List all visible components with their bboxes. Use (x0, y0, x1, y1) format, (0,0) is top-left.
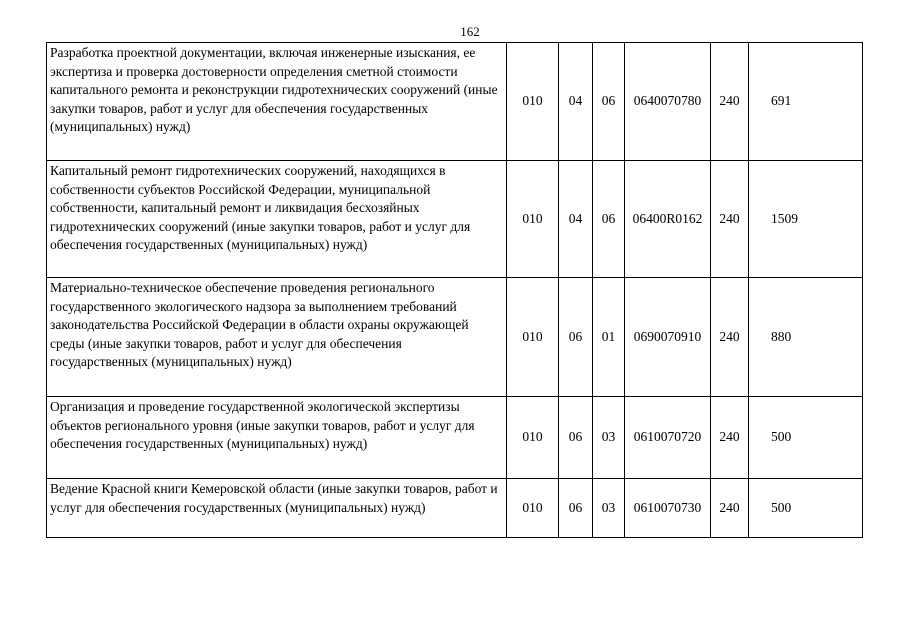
target-article-code: 06400R0162 (625, 161, 711, 278)
table-row (47, 397, 863, 479)
expense-type-code: 240 (711, 43, 749, 161)
section-code: 06 (559, 278, 593, 397)
ministry-code: 010 (507, 397, 559, 479)
row-description: Ведение Красной книги Кемеровской области (иные закупки товаров, работ и услуг для обеспечения государственных (муниципальных) нужд) (47, 479, 507, 538)
ministry-code: 010 (507, 278, 559, 397)
subsection-code: 03 (593, 397, 625, 479)
amount-value: 880 (749, 278, 863, 397)
table-row (47, 278, 863, 397)
row-description: Капитальный ремонт гидротехнических сооружений, находящихся в собственности субъектов Российской Федерации, муниципальной собственности, капитальный ремонт и ликвидация бесхозяйных гидротехнических сооружений (иные закупки товаров, работ и услуг для обеспечения государственных (муниципальных) нужд) (47, 161, 507, 278)
subsection-code: 06 (593, 43, 625, 161)
amount-value: 691 (749, 43, 863, 161)
row-description: Разработка проектной документации, включая инженерные изыскания, ее экспертиза и проверка достоверности определения сметной стоимости капитального ремонта и реконструкции гидротехнических сооружений (иные закупки товаров, работ и услуг для обеспечения государственных (муниципальных) нужд) (47, 43, 507, 161)
expense-type-code: 240 (711, 397, 749, 479)
subsection-code: 06 (593, 161, 625, 278)
table-row (47, 161, 863, 278)
row-description: Организация и проведение государственной экологической экспертизы объектов регионального уровня (иные закупки товаров, работ и услуг для обеспечения государственных (муниципальных) нужд) (47, 397, 507, 479)
expense-type-code: 240 (711, 278, 749, 397)
amount-value: 500 (749, 397, 863, 479)
target-article-code: 0610070730 (625, 479, 711, 538)
target-article-code: 0610070720 (625, 397, 711, 479)
section-code: 06 (559, 479, 593, 538)
row-description: Материально-техническое обеспечение проведения регионального государственного экологического надзора за выполнением требований законодательства Российской Федерации в области охраны окружающей среды (иные закупки товаров, работ и услуг для обеспечения государственных (муниципальных) нужд) (47, 278, 507, 397)
budget-table (46, 42, 863, 538)
amount-value: 500 (749, 479, 863, 538)
section-code: 04 (559, 43, 593, 161)
target-article-code: 0690070910 (625, 278, 711, 397)
ministry-code: 010 (507, 43, 559, 161)
ministry-code: 010 (507, 161, 559, 278)
subsection-code: 01 (593, 278, 625, 397)
ministry-code: 010 (507, 479, 559, 538)
subsection-code: 03 (593, 479, 625, 538)
section-code: 06 (559, 397, 593, 479)
table-row (47, 43, 863, 161)
expense-type-code: 240 (711, 479, 749, 538)
target-article-code: 0640070780 (625, 43, 711, 161)
section-code: 04 (559, 161, 593, 278)
expense-type-code: 240 (711, 161, 749, 278)
table-row (47, 479, 863, 538)
amount-value: 1509 (749, 161, 863, 278)
page-number: 162 (460, 24, 480, 39)
